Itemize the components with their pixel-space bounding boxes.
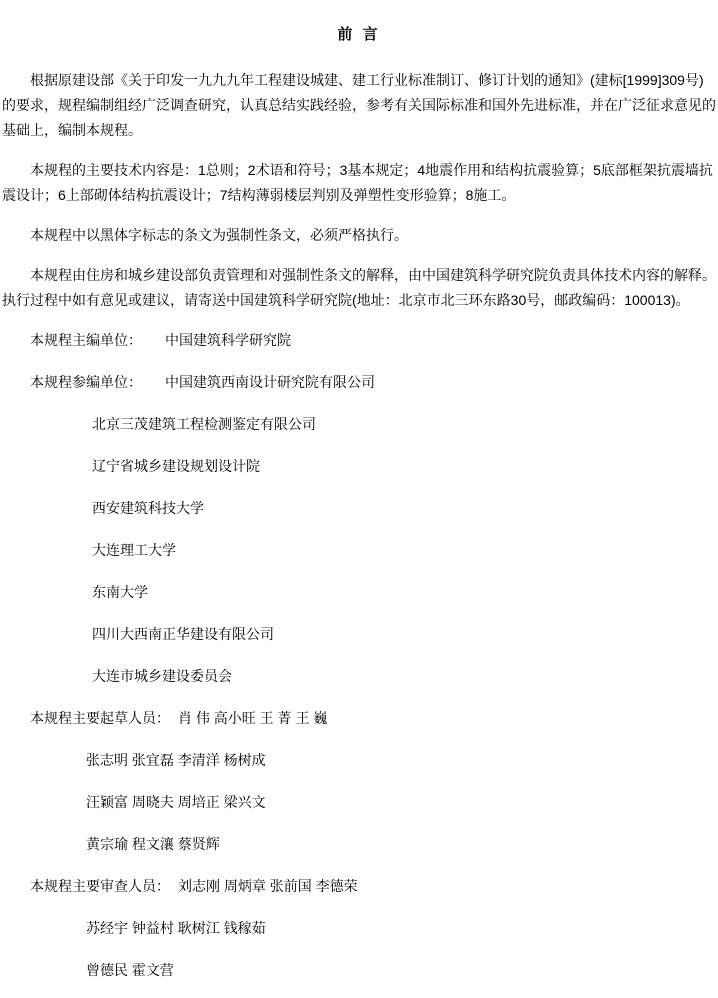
- paragraph-contents: 本规程的主要技术内容是：1总则；2术语和符号；3基本规定；4地震作用和结构抗震验算；5底部框架抗震墙抗震设计；6上部砌体结构抗震设计；7结构薄弱楼层判别及弹塑性变形验算；8施工。: [2, 162, 713, 203]
- paragraph-basis: 根据原建设部《关于印发一九九九年工程建设城建、建工行业标准制订、修订计划的通知》(建标[1999]309号)的要求，规程编制组经广泛调查研究，认真总结实践经验，参考有关国际标准和国外先进标准，并在广泛征求意见的基础上，编制本规程。: [2, 72, 716, 138]
- participating-unit: 西安建筑科技大学: [92, 500, 204, 516]
- participating-unit: 中国建筑西南设计研究院有限公司: [165, 374, 375, 390]
- drafters-names: 黄宗瑜 程文瀼 蔡贤辉: [86, 836, 220, 852]
- reviewers-names: 刘志刚 周炳章 张前国 李德荣: [178, 878, 358, 894]
- participating-unit: 北京三茂建筑工程检测鉴定有限公司: [92, 416, 316, 432]
- paragraph-management: 本规程由住房和城乡建设部负责管理和对强制性条文的解释，由中国建筑科学研究院负责具体技术内容的解释。执行过程中如有意见或建议，请寄送中国建筑科学研究院(地址：北京市北三环东路30号，邮政编码：100013)。: [2, 267, 716, 308]
- reviewers-label: 本规程主要审查人员：: [30, 878, 170, 894]
- drafters-names: 张志明 张宜磊 李清洋 杨树成: [86, 752, 266, 768]
- paragraph-mandatory-clauses: 本规程中以黑体字标志的条文为强制性条文，必须严格执行。: [30, 227, 408, 243]
- drafters-names: 肖 伟 高小旺 王 菁 王 巍: [178, 710, 328, 726]
- drafters-label: 本规程主要起草人员：: [30, 710, 170, 726]
- drafters-line: [2, 706, 716, 731]
- participating-unit: 大连市城乡建设委员会: [92, 668, 232, 684]
- page-title: 前 言: [337, 26, 381, 43]
- reviewers-line: [2, 874, 716, 899]
- participating-unit: 四川大西南正华建设有限公司: [92, 626, 274, 642]
- participating-unit: 辽宁省城乡建设规划设计院: [92, 458, 260, 474]
- drafters-names: 汪颖富 周晓夫 周培正 梁兴文: [86, 794, 266, 810]
- participating-unit: 东南大学: [92, 584, 148, 600]
- reviewers-names: 苏经宇 钟益村 耿树江 钱稼茹: [86, 920, 266, 936]
- participating-unit: 大连理工大学: [92, 542, 176, 558]
- participating-units-label: 本规程参编单位：: [30, 374, 142, 390]
- chief-editor-value: 中国建筑科学研究院: [165, 332, 291, 348]
- chief-editor-line: [2, 328, 716, 353]
- chief-editor-label: 本规程主编单位：: [30, 332, 142, 348]
- reviewers-names: 曾德民 霍文营: [86, 962, 174, 978]
- participating-units-line: [2, 370, 716, 395]
